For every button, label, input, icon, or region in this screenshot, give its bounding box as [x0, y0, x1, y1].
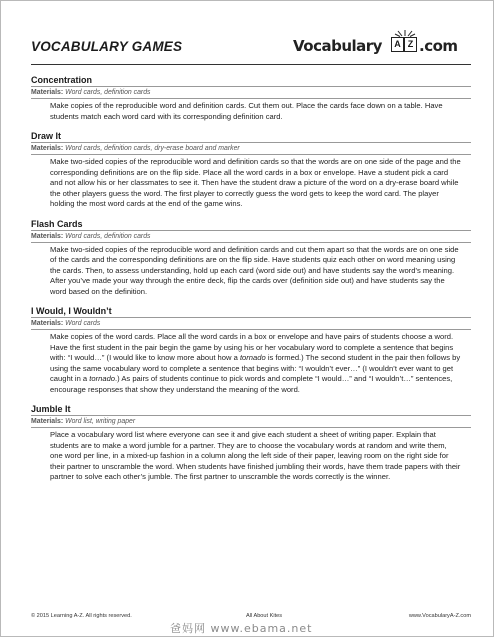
materials-row [31, 142, 471, 155]
instruction-text: .) As pairs of students continue to pick words and complete “I would…” and “I wouldn’t…” sentences, encourage responses that show they understand the meaning of the word. [50, 374, 453, 394]
materials-row [31, 317, 471, 330]
footer-copyright: © 2015 Learning A-Z. All rights reserved. [31, 613, 132, 619]
logo-domain: .com [419, 37, 458, 55]
instruction-text: Make two-sided copies of the reproducible word and definition cards and cut them apart so that the words are on one side of the cards and the corresponding definitions are on the flip side. Have students quiz each other on word meaning using the cards. Then, to assess understanding, hold up each card (word side out) and have students say the word’s meaning. After you’ve made your way through the entire deck, flip the cards over (definition side out) and have students say the word based on the definition. [50, 244, 459, 296]
section-instructions [31, 332, 471, 395]
section-instructions [31, 157, 471, 210]
materials-label: Materials: [31, 418, 64, 425]
game-section [31, 219, 471, 298]
emphasized-word: tornado [239, 353, 266, 362]
materials-row [31, 86, 471, 99]
instruction-text: Place a vocabulary word list where everyone can see it and give each student a sheet of writing paper. Explain that students are to make a word jumble for a partner. They are to choose the vocabulary words at random and write them, one word per line, in a mixed-up fashion in a column along the left side of their paper, leaving room on the right side for their partner to unscramble the word. When students have finished jumbling their words, have them trade papers with their partner to solve each other’s jumble. The first partner to unscramble the words correctly is the winner. [50, 430, 461, 481]
site-watermark: 爸妈网 www.ebama.net [170, 622, 313, 635]
section-title: Jumble It [31, 404, 71, 414]
section-instructions [31, 245, 471, 298]
instruction-text: Make two-sided copies of the reproducible word and definition cards so that the words are on one side of the page and the corresponding definitions are on the flip side. Place all the word cards in a box or envelope. Have a student pick a card and not allow his or her classmates to see it. Then have the student draw a picture of the word on a dry-erase board while the other players guess the word. The first player to correctly guess the word gets to keep the word card. The player holding the most word cards at the end of the game wins. [50, 157, 461, 208]
footer-url: www.VocabularyA-Z.com [408, 613, 471, 619]
header-divider [31, 64, 471, 65]
section-title: Flash Cards [31, 218, 83, 229]
instruction-text: Make copies of the word cards. Place all the word cards in a box or envelope and have pairs of students choose a word. Have the first student in the pair begin the game by using his or her vocabulary word to complete a sentence that begins with: “I would…” (I would like to know more about how a [50, 332, 454, 362]
materials-label: Materials: [31, 232, 64, 240]
page-header [31, 31, 471, 61]
footer-unit-title: All About Kites [246, 613, 283, 619]
materials-row [31, 230, 471, 243]
emphasized-word: tornado [89, 374, 116, 383]
materials-list: Word cards, definition cards, dry-erase board and marker [65, 145, 240, 152]
game-section [31, 306, 471, 395]
materials-row [31, 415, 471, 428]
instruction-text: is formed.) The second student in the pair then follows by using the same vocabulary word to complete a sentence that begins with: “I wouldn’t ever…” (I wouldn’t ever want to get caught in a [50, 353, 461, 383]
materials-label: Materials: [31, 145, 64, 152]
logo-word: Vocabulary [293, 37, 382, 55]
section-instructions [31, 101, 471, 122]
materials-label: Materials: [31, 320, 64, 327]
sun-rays-icon [394, 29, 416, 37]
section-title: Draw It [31, 131, 62, 141]
game-section [31, 75, 471, 122]
game-sections [31, 75, 471, 492]
vocabulary-az-logo [293, 31, 469, 59]
game-section [31, 404, 471, 483]
section-title: Concentration [31, 75, 93, 85]
materials-label: Materials: [31, 89, 64, 96]
logo-letter-a: A [391, 37, 404, 52]
game-section [31, 131, 471, 210]
logo-letter-z: Z [404, 37, 417, 52]
materials-list: Word cards, definition cards [65, 232, 151, 240]
materials-list: Word cards, definition cards [65, 89, 151, 96]
instruction-text: Make copies of the reproducible word and definition cards. Cut them out. Place the cards face down on a table. Have students match each word card with its corresponding definition card. [50, 101, 443, 121]
materials-list: Word cards [65, 320, 101, 327]
section-title: I Would, I Wouldn’t [31, 306, 112, 316]
section-instructions [31, 430, 471, 483]
page-title: VOCABULARY GAMES [31, 39, 183, 54]
materials-list: Word list, writing paper [65, 418, 136, 425]
